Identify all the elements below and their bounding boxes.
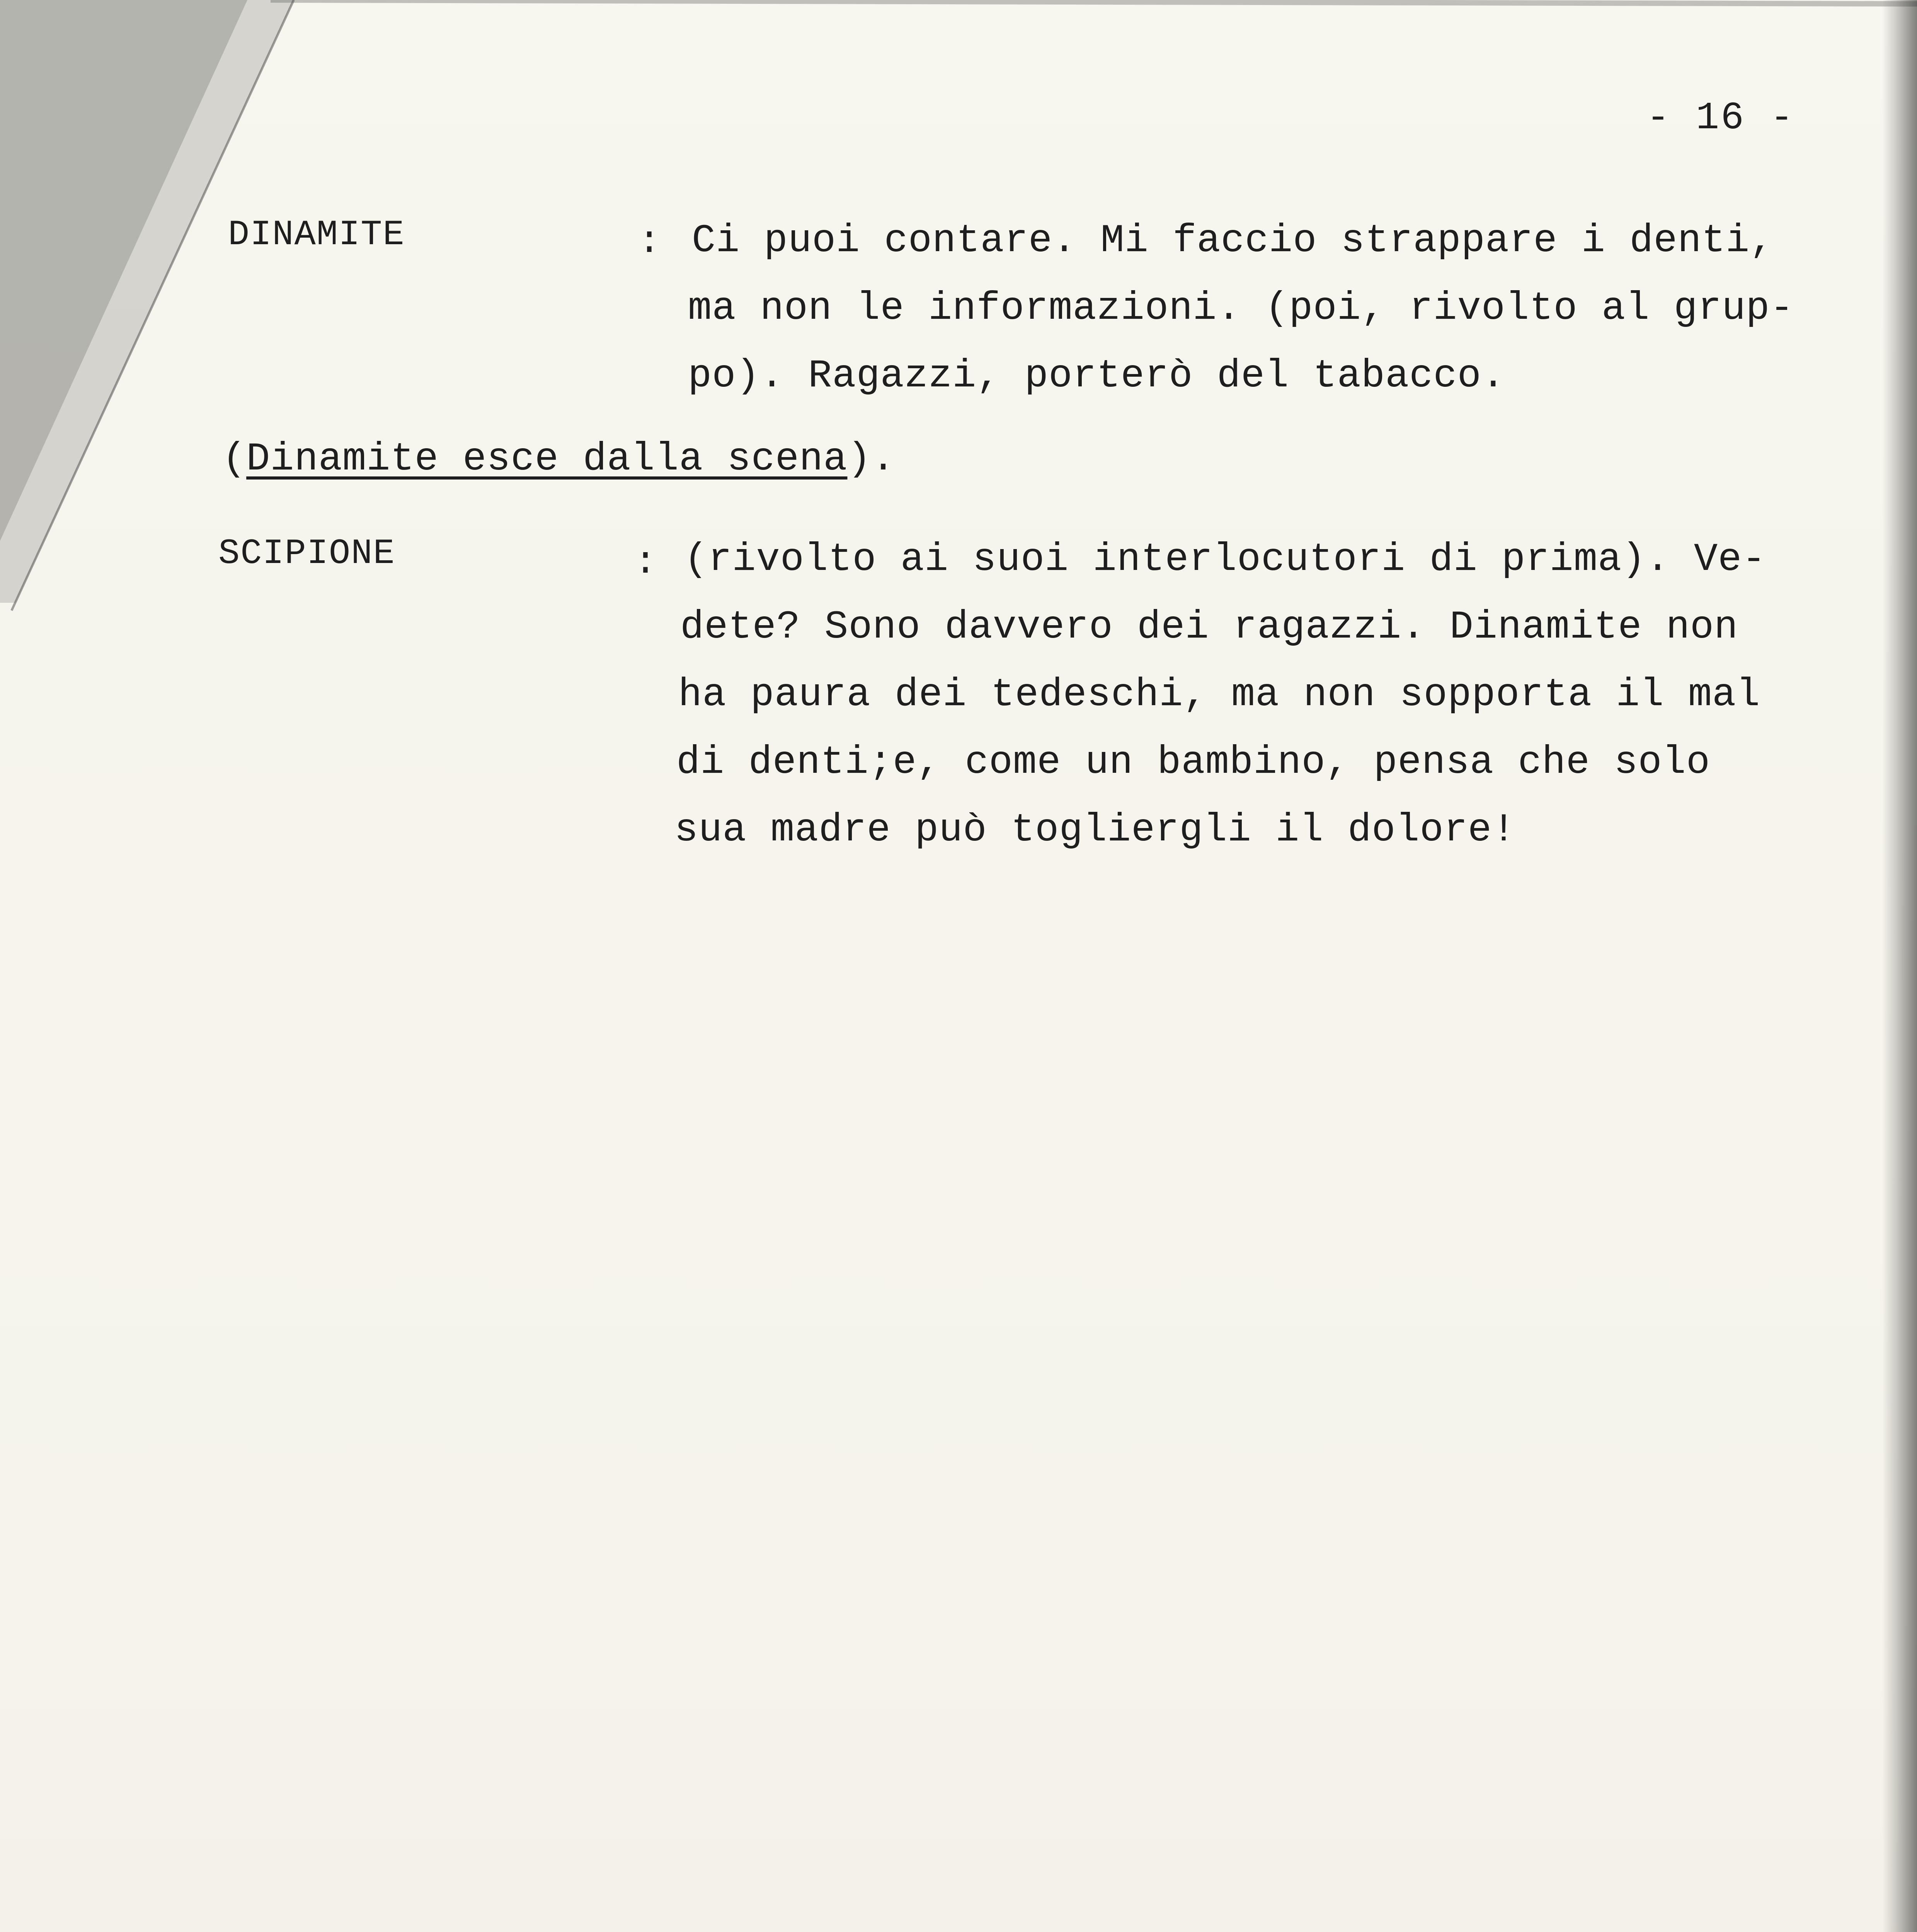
dialogue-line: (rivolto ai suoi interlocutori di prima). Ve- — [684, 537, 1766, 582]
dialogue-line: sua madre può togliergli il dolore! — [674, 808, 1516, 852]
stage-direction-text: Dinamite esce dalla scena — [246, 437, 848, 481]
dialogue-line: ha paura dei tedeschi, ma non sopporta il mal — [678, 672, 1760, 717]
stage-direction-close: ). — [847, 437, 896, 481]
dialogue-line: po). Ragazzi, porterò del tabacco. — [688, 354, 1506, 398]
page-number: - 16 - — [1646, 97, 1795, 140]
speaker-separator: : — [638, 220, 661, 264]
dialogue-line: ma non le informazioni. (poi, rivolto al grup- — [688, 286, 1794, 331]
dialogue-line: dete? Sono davvero dei ragazzi. Dinamite non — [680, 605, 1738, 650]
speaker-scipione: SCIPIONE — [218, 533, 395, 574]
dialogue-line: Ci puoi contare. Mi faccio strappare i denti, — [692, 218, 1774, 263]
dialogue-line: di denti;e, come un bambino, pensa che solo — [676, 740, 1711, 785]
speaker-separator: : — [634, 541, 657, 585]
speaker-dinamite: DINAMITE — [228, 214, 405, 255]
scan-right-edge — [1882, 0, 1917, 1932]
stage-direction-open: ( — [222, 437, 247, 481]
stage-direction — [222, 437, 896, 481]
